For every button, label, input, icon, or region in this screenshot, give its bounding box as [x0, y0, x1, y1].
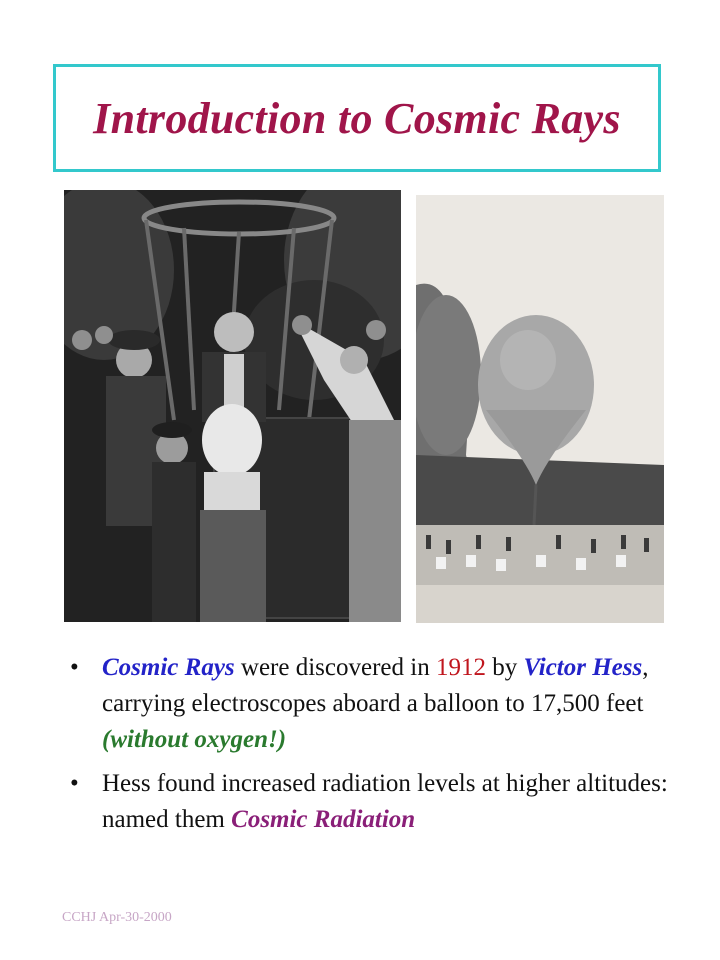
- slide-title: Introduction to Cosmic Rays: [93, 93, 621, 143]
- bullet-text: Hess found increased radiation levels at higher altitudes: named them: [102, 770, 668, 833]
- bullet-text: by: [485, 654, 524, 681]
- title-box: [53, 64, 661, 172]
- slide-footer: CCHJ Apr-30-2000: [62, 910, 172, 925]
- bullet-marker: •: [70, 770, 79, 797]
- bullet-item-discovery: [62, 650, 672, 758]
- crew-photo-drawing: [64, 190, 401, 622]
- bullet-marker: •: [70, 654, 79, 681]
- bullet-text: were discovered in: [234, 654, 436, 681]
- victor-hess-name: Victor Hess: [523, 654, 643, 681]
- hess-balloon-crew-photo: [64, 190, 401, 622]
- without-oxygen-note: (without oxygen!): [102, 726, 287, 753]
- cosmic-radiation-term: Cosmic Radiation: [231, 806, 416, 833]
- discovery-year: 1912: [435, 654, 486, 681]
- cosmic-rays-term: Cosmic Rays: [102, 654, 235, 681]
- balloon-photo-drawing: [416, 195, 664, 623]
- bullet-text: , carrying electroscopes aboard a balloon to 17,500 feet: [102, 654, 649, 717]
- bullet-item-radiation: [62, 766, 672, 838]
- bullet-list: [62, 650, 672, 846]
- hot-air-balloon-launch-photo: [416, 195, 664, 623]
